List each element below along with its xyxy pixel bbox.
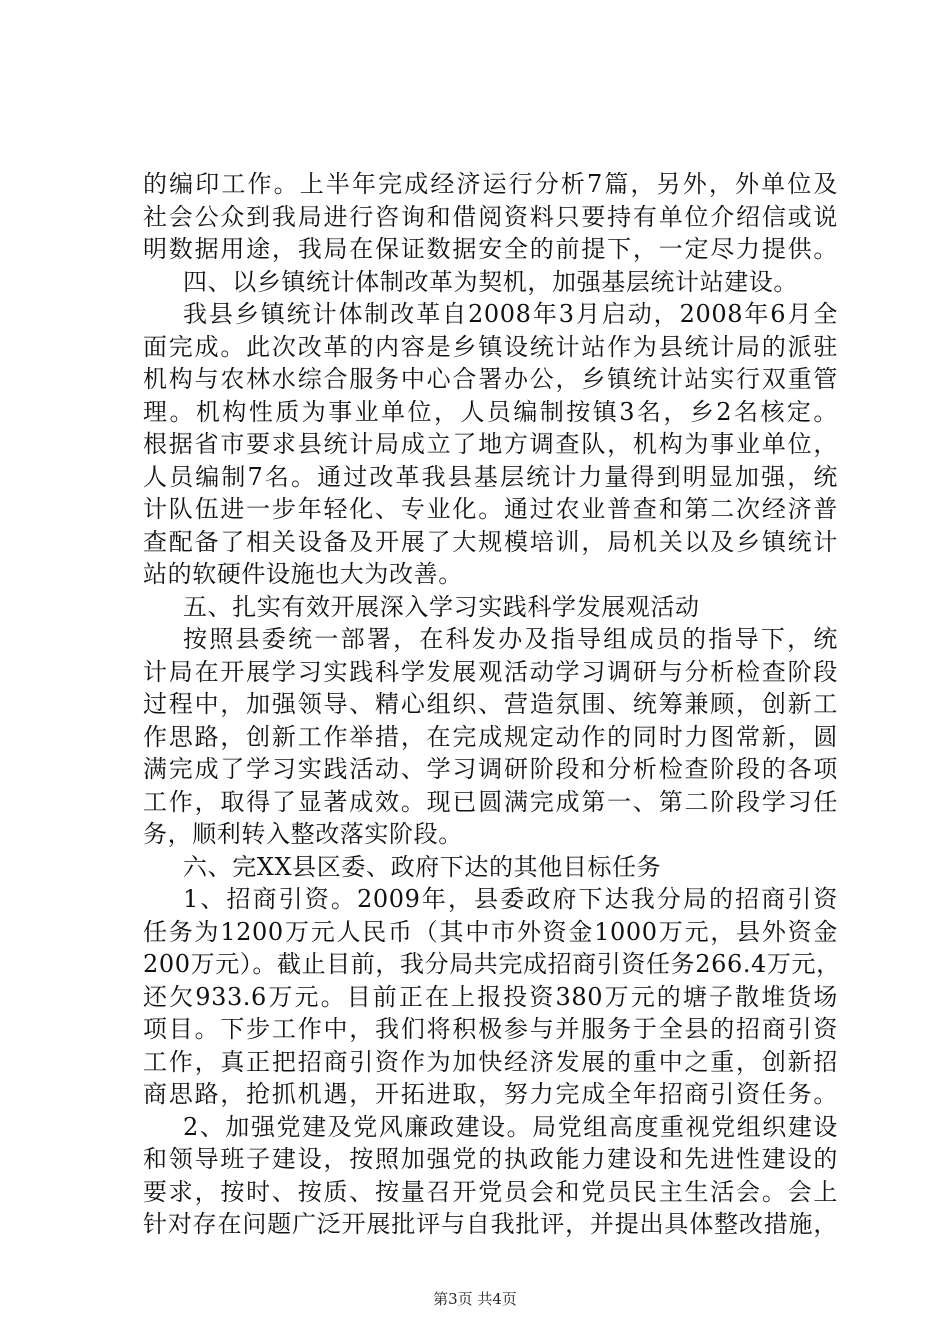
text-line-21: 务，顺利转入整改落实阶段。 (143, 820, 463, 848)
text-line-31: 和领导班子建设，按照加强党的执政能力建设和先进性建设的 (143, 1145, 838, 1173)
text-line-28: 工作，真正把招商引资作为加快经济发展的重中之重，创新招 (143, 1047, 838, 1076)
text-line-5: 我县乡镇统计体制改革自2008年3月启动，2008年6月全 (183, 300, 838, 328)
text-line-19: 满完成了学习实践活动、学习调研阶段和分析检查阶段的各项 (143, 755, 838, 783)
text-line-32: 要求，按时、按质、按量召开党员会和党员民主生活会。会上 (143, 1177, 838, 1206)
text-line-29: 商思路，抢抓机遇，开拓进取，努力完成全年招商引资任务。 (143, 1080, 838, 1108)
section-heading-5: 五、扎实有效开展深入学习实践科学发展观活动 (183, 592, 700, 621)
text-line-20: 工作，取得了显著成效。现已圆满完成第一、第二阶段学习任 (143, 787, 838, 816)
text-line-6: 面完成。此次改革的内容是乡镇设统计站作为县统计局的派驻 (143, 332, 838, 361)
text-line-30: 2、加强党建及党风廉政建设。局党组高度重视党组织建设 (183, 1112, 838, 1141)
text-line-16: 计局在开展学习实践科学发展观活动学习调研与分析检查阶段 (143, 657, 838, 686)
document-body (143, 168, 841, 1241)
text-line-2: 社会公众到我局进行咨询和借阅资料只要持有单位介绍信或说 (143, 202, 838, 231)
text-line-13: 站的软硬件设施也大为改善。 (143, 560, 463, 588)
text-line-27: 项目。下步工作中，我们将积极参与并服务于全县的招商引资 (143, 1015, 838, 1043)
text-line-1: 的编印工作。上半年完成经济运行分析7篇，另外，外单位及 (143, 170, 838, 198)
page-number-footer: 第3页 共4页 (433, 1290, 517, 1308)
text-line-17: 过程中，加强领导、精心组织、营造氛围、统筹兼顾，创新工 (143, 690, 838, 718)
section-heading-6: 六、完XX县区委、政府下达的其他目标任务 (183, 852, 662, 881)
text-line-7: 机构与农林水综合服务中心合署办公，乡镇统计站实行双重管 (143, 365, 838, 393)
text-line-12: 查配备了相关设备及开展了大规模培训，局机关以及乡镇统计 (143, 527, 838, 556)
text-line-10: 人员编制7名。通过改革我县基层统计力量得到明显加强，统 (143, 462, 838, 491)
text-line-26: 还欠933.6万元。目前正在上报投资380万元的塘子散堆货场 (143, 982, 838, 1011)
section-heading-4: 四、以乡镇统计体制改革为契机，加强基层统计站建设。 (183, 267, 798, 296)
text-line-9: 根据省市要求县统计局成立了地方调查队，机构为事业单位， (143, 430, 838, 458)
text-line-25: 200万元）。截止目前，我分局共完成招商引资任务266.4万元， (143, 950, 841, 978)
text-line-11: 计队伍进一步年轻化、专业化。通过农业普查和第二次经济普 (143, 495, 838, 523)
text-line-23: 1、招商引资。2009年，县委政府下达我分局的招商引资 (183, 885, 838, 913)
text-line-8: 理。机构性质为事业单位，人员编制按镇3名，乡2名核定。 (143, 397, 838, 426)
text-line-18: 作思路，创新工作举措，在完成规定动作的同时力图常新，圆 (143, 722, 838, 751)
text-line-24: 任务为1200万元人民币（其中市外资金1000万元，县外资金 (143, 917, 838, 946)
text-line-33: 针对存在问题广泛开展批评与自我批评，并提出具体整改措施， (143, 1210, 838, 1238)
text-line-15: 按照县委统一部署，在科发办及指导组成员的指导下，统 (183, 625, 838, 653)
text-line-3: 明数据用途，我局在保证数据安全的前提下，一定尽力提供。 (143, 235, 838, 263)
